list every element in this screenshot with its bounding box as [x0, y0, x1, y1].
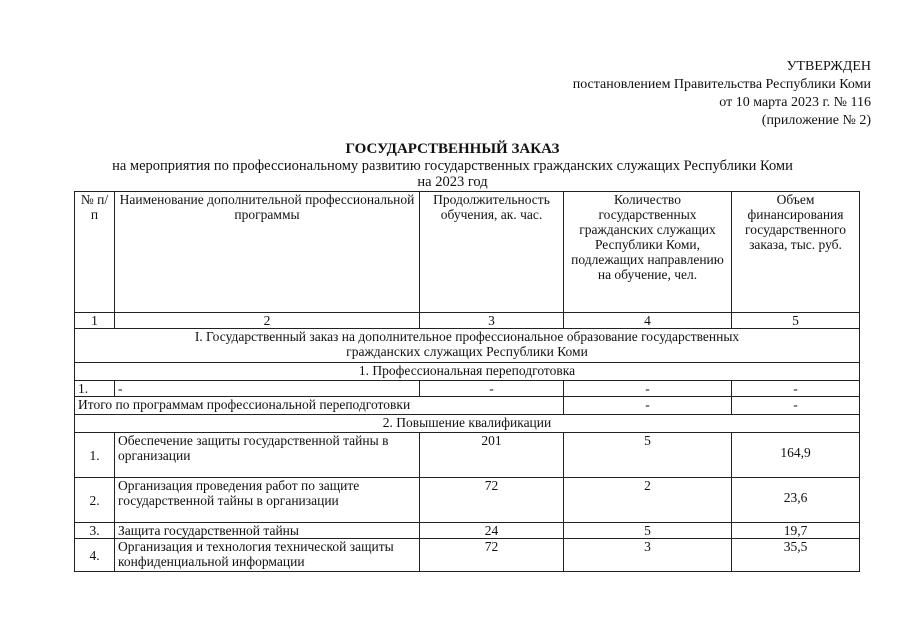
row-count: 2 — [564, 478, 732, 523]
row-count: 5 — [564, 433, 732, 478]
column-number-row — [75, 313, 860, 329]
row-name: Организация и технология технической защиты конфиденциальной информации — [115, 539, 420, 572]
col-number: 3 — [420, 313, 564, 329]
header-count: Количество государственных гражданских служащих Республики Коми, подлежащих направлению на обучение, чел. — [564, 192, 732, 313]
row-count: 5 — [564, 523, 732, 539]
total-funding: - — [732, 397, 860, 415]
document-year: на 2023 год — [417, 174, 488, 190]
row-duration: - — [420, 381, 564, 397]
row-name: - — [115, 381, 420, 397]
approval-appendix: (приложение № 2) — [761, 113, 871, 128]
row-funding: 23,6 — [732, 478, 860, 523]
total-row — [75, 397, 860, 415]
document-title: ГОСУДАРСТВЕННЫЙ ЗАКАЗ — [345, 141, 560, 157]
row-duration: 72 — [420, 478, 564, 523]
row-name: Защита государственной тайны — [115, 523, 420, 539]
header-funding: Объем финансирования государственного заказа, тыс. руб. — [732, 192, 860, 313]
row-no: 2. — [75, 478, 115, 523]
row-no: 3. — [75, 523, 115, 539]
header-duration: Продолжительность обучения, ак. час. — [420, 192, 564, 313]
approval-date: от 10 марта 2023 г. № 116 — [719, 95, 871, 110]
row-funding: 35,5 — [732, 539, 860, 572]
row-count: - — [564, 381, 732, 397]
row-funding: 19,7 — [732, 523, 860, 539]
row-no: 1. — [75, 381, 115, 397]
subsection-qualification: 2. Повышение квалификации — [75, 415, 860, 433]
order-table — [74, 191, 860, 572]
table-row — [75, 433, 860, 478]
subsection-retraining: 1. Профессиональная переподготовка — [75, 363, 860, 381]
row-duration: 72 — [420, 539, 564, 572]
approval-title: УТВЕРЖДЕН — [786, 59, 871, 74]
row-name: Организация проведения работ по защите государственной тайны в организации — [115, 478, 420, 523]
approval-decree: постановлением Правительства Республики Коми — [572, 77, 871, 92]
table-row — [75, 539, 860, 572]
document-subtitle: на мероприятия по профессиональному развитию государственных гражданских служащих Республики Коми — [112, 158, 793, 174]
col-number: 4 — [564, 313, 732, 329]
section-title: I. Государственный заказ на дополнительное профессиональное образование государственных гражданских служащих Республики Коми — [75, 329, 860, 363]
table-row — [75, 478, 860, 523]
table-header-row — [75, 192, 860, 313]
total-label: Итого по программам профессиональной переподготовки — [75, 397, 564, 415]
col-number: 2 — [115, 313, 420, 329]
header-name: Наименование дополнительной профессиональной программы — [115, 192, 420, 313]
subsection-row — [75, 415, 860, 433]
document-heading — [0, 141, 905, 190]
approval-block — [573, 58, 871, 130]
table-row — [75, 523, 860, 539]
col-number: 1 — [75, 313, 115, 329]
table-row — [75, 381, 860, 397]
row-no: 4. — [75, 539, 115, 572]
row-funding: 164,9 — [732, 433, 860, 478]
section-row — [75, 329, 860, 363]
col-number: 5 — [732, 313, 860, 329]
total-count: - — [564, 397, 732, 415]
header-no: № п/п — [75, 192, 115, 313]
subsection-row — [75, 363, 860, 381]
row-funding: - — [732, 381, 860, 397]
row-duration: 24 — [420, 523, 564, 539]
row-duration: 201 — [420, 433, 564, 478]
row-no: 1. — [75, 433, 115, 478]
row-count: 3 — [564, 539, 732, 572]
row-name: Обеспечение защиты государственной тайны в организации — [115, 433, 420, 478]
